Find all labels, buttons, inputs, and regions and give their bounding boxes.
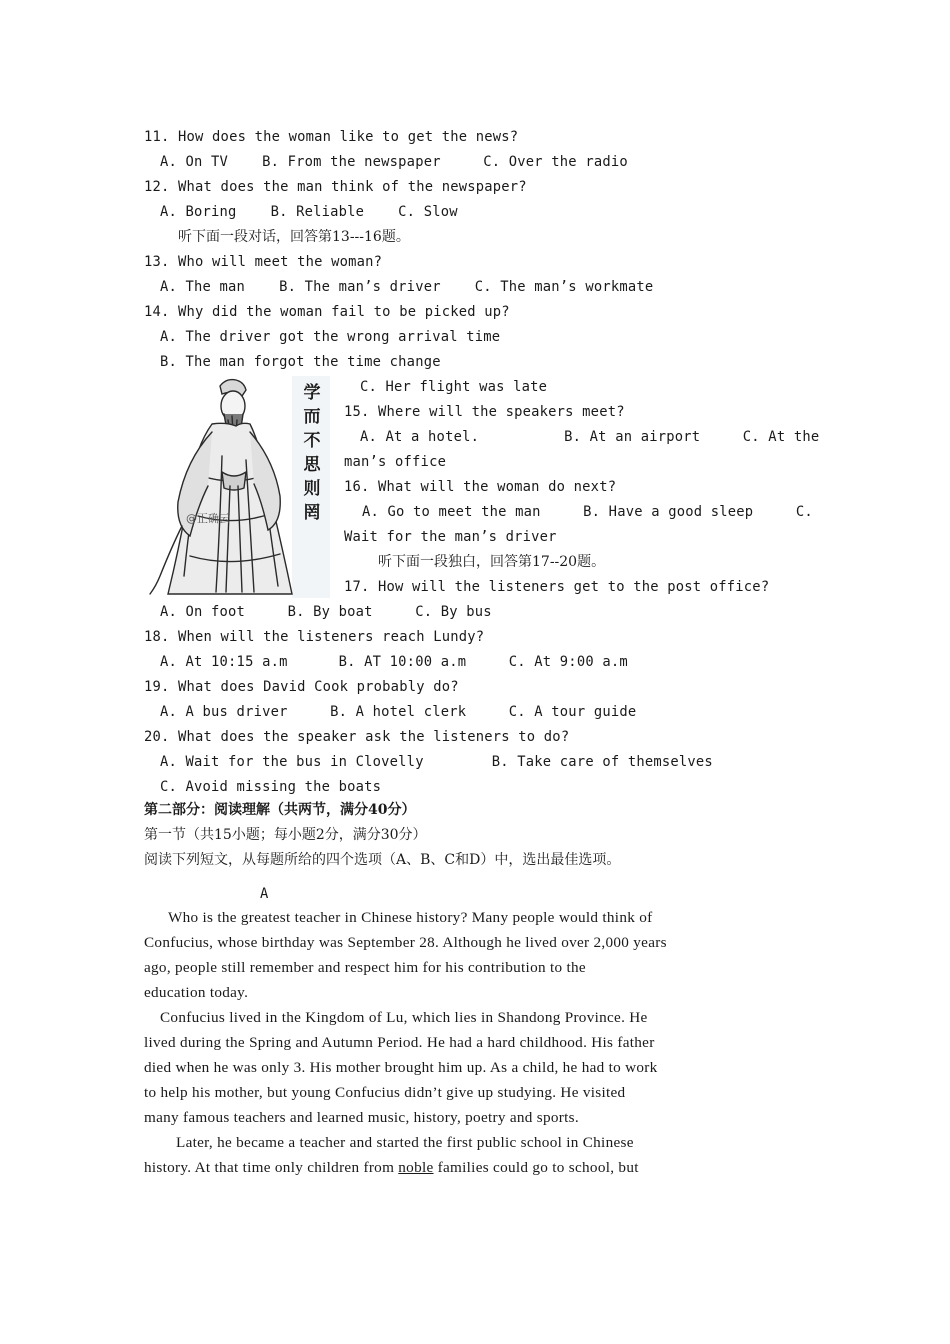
question-15-options: A. At a hotel. B. At an airport C. At the: [360, 429, 820, 445]
motto-char: 思: [303, 455, 321, 475]
passage-text: families could go to school, but: [433, 1159, 639, 1176]
question-16-options: A. Go to meet the man B. Have a good sleep C.: [362, 504, 813, 520]
question-14-option-a: A. The driver got the wrong arrival time: [160, 329, 501, 345]
passage-paragraph-2-line: to help his mother, but young Confucius didn’t give up studying. He visited: [144, 1084, 626, 1101]
motto-char: 而: [303, 407, 321, 427]
question-13-options: A. The man B. The man’s driver C. The man’s workmate: [160, 279, 654, 295]
motto-char: 罔: [303, 503, 321, 523]
passage-paragraph-1-line: ago, people still remember and respect him for his contribution to the: [144, 959, 586, 976]
question-16: 16. What will the woman do next?: [344, 479, 617, 495]
question-19-options: A. A bus driver B. A hotel clerk C. A tour guide: [160, 704, 637, 720]
question-16-options-cont: Wait for the man’s driver: [344, 529, 557, 545]
passage-paragraph-1-line: Confucius, whose birthday was September 28. Although he lived over 2,000 years: [144, 934, 667, 951]
confucius-portrait-image: [142, 376, 330, 598]
question-20-options-ab: A. Wait for the bus in Clovelly B. Take care of themselves: [160, 754, 713, 770]
part-two-title: 第二部分：阅读理解（共两节，满分40分）: [144, 802, 416, 818]
passage-paragraph-3-line: [144, 1158, 639, 1178]
question-14-option-c: C. Her flight was late: [360, 379, 548, 395]
question-15-options-cont: man’s office: [344, 454, 447, 470]
motto-char: 学: [303, 383, 321, 403]
watermark-text: @正确云: [186, 512, 230, 525]
instruction-17-20: 听下面一段独白，回答第17--20题。: [378, 554, 606, 570]
passage-paragraph-1-line: education today.: [144, 984, 249, 1001]
question-11-options: A. On TV B. From the newspaper C. Over the radio: [160, 154, 628, 170]
passage-paragraph-2-line: died when he was only 3. His mother brought him up. As a child, he had to work: [144, 1059, 658, 1076]
passage-text: history. At that time only children from: [144, 1159, 399, 1176]
passage-paragraph-2-line: many famous teachers and learned music, history, poetry and sports.: [144, 1109, 579, 1126]
passage-paragraph-1-line: Who is the greatest teacher in Chinese history? Many people would think of: [168, 909, 653, 926]
passage-label: A: [260, 886, 269, 902]
passage-paragraph-3-line: Later, he became a teacher and started the first public school in Chinese: [176, 1134, 634, 1151]
passage-paragraph-2-line: lived during the Spring and Autumn Period. He had a hard childhood. His father: [144, 1034, 655, 1051]
reading-instructions: 阅读下列短文，从每题所给的四个选项（A、B、C和D）中，选出最佳选项。: [144, 852, 621, 868]
question-20-option-c: C. Avoid missing the boats: [160, 779, 382, 795]
question-18: 18. When will the listeners reach Lundy?: [144, 629, 485, 645]
motto-char: 不: [303, 431, 321, 451]
question-13: 13. Who will meet the woman?: [144, 254, 383, 270]
instruction-13-16: 听下面一段对话，回答第13---16题。: [178, 229, 410, 245]
question-14: 14. Why did the woman fail to be picked up?: [144, 304, 510, 320]
question-19: 19. What does David Cook probably do?: [144, 679, 459, 695]
question-12-options: A. Boring B. Reliable C. Slow: [160, 204, 458, 220]
question-14-option-b: B. The man forgot the time change: [160, 354, 441, 370]
section-one-title: 第一节（共15小题；每小题2分，满分30分）: [144, 827, 427, 843]
question-15: 15. Where will the speakers meet?: [344, 404, 625, 420]
question-12: 12. What does the man think of the newspaper?: [144, 179, 527, 195]
question-17: 17. How will the listeners get to the post office?: [344, 579, 770, 595]
underlined-word: noble: [398, 1159, 434, 1176]
passage-paragraph-2-line: Confucius lived in the Kingdom of Lu, which lies in Shandong Province. He: [160, 1009, 648, 1026]
question-17-options: A. On foot B. By boat C. By bus: [160, 604, 492, 620]
question-11: 11. How does the woman like to get the news?: [144, 129, 519, 145]
motto-char: 则: [303, 479, 321, 499]
question-20: 20. What does the speaker ask the listeners to do?: [144, 729, 570, 745]
question-18-options: A. At 10:15 a.m B. AT 10:00 a.m C. At 9:00 a.m: [160, 654, 628, 670]
